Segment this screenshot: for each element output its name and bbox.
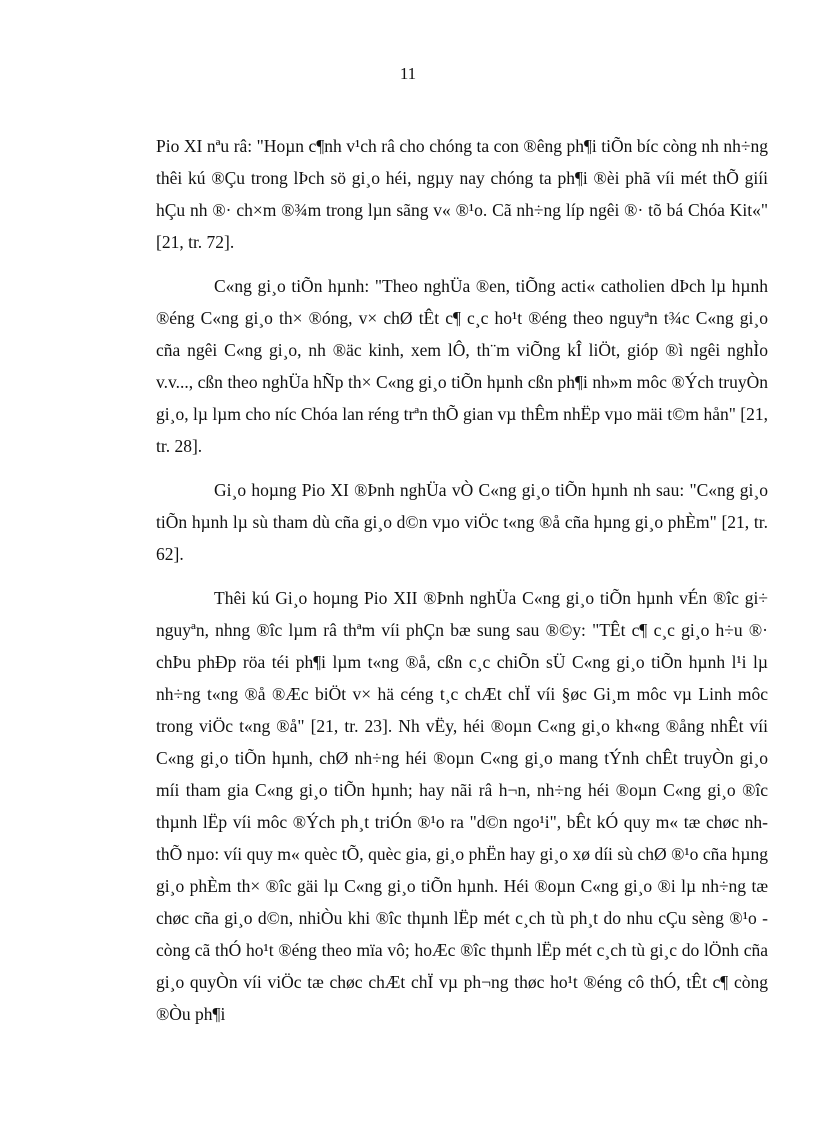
- paragraph-1: Pio XI nªu râ: "Hoµn c¶nh v¹ch râ cho chóng ta con ®êng ph¶i tiÕn bíc còng nh nh÷ng thêi kú ®Çu trong lÞch sö gi¸o héi, ngµy nay chóng ta ph¶i ®èi phã víi mét thÕ giíi hÇu nh ®· ch×m ®¾m trong lµn sãng v« ®¹o. Cã nh÷ng líp ngêi ®· tõ bá Chóa Kit«" [21, tr. 72].: [156, 136, 768, 252]
- paragraph-4: Thêi kú Gi¸o hoµng Pio XII ®Þnh nghÜa C«ng gi¸o tiÕn hµnh vÉn ®îc gi÷ nguyªn, nhng ®îc lµm râ thªm víi phÇn bæ sung sau ®©y: "TÊt c¶ c¸c gi¸o h÷u ®· chÞu phÐp röa téi ph¶i lµm t«ng ®å, cßn c¸c chiÕn sÜ C«ng gi¸o tiÕn hµnh l¹i lµ nh÷ng t«ng ®å ®Æc biÖt v× hä céng t¸c chÆt chÏ víi §øc Gi¸m môc vµ Linh môc trong viÖc t«ng ®å" [21, tr. 23]. Nh vËy, héi ®oµn C«ng gi¸o kh«ng ®ång nhÊt víi C«ng gi¸o tiÕn hµnh, chØ nh÷ng héi ®oµn C«ng gi¸o mang tÝnh chÊt truyÒn gi¸o míi tham gia C«ng gi¸o tiÕn hµnh; hay nãi râ h¬n, nh÷ng héi ®oµn C«ng gi¸o ®îc thµnh lËp víi môc ®Ých ph¸t triÓn ®¹o ra "d©n ngo¹i", bÊt kÓ quy m« tæ chøc nh thÕ nµo: víi quy m« quèc tÕ, quèc gia, gi¸o phËn hay gi¸o xø díi sù chØ ®¹o cña hµng gi¸o phÈm th× ®îc gäi lµ C«ng gi¸o tiÕn hµnh. Héi ®oµn C«ng gi¸o ®i lµ nh÷ng tæ chøc cña gi¸o d©n, nhiÒu khi ®îc thµnh lËp mét c¸ch tù ph¸t do nhu cÇu sèng ®¹o - còng cã thÓ ho¹t ®éng theo mïa vô; hoÆc ®îc thµnh lËp mét c¸ch tù gi¸c do lÖnh cña gi¸o quyÒn víi viÖc tæ chøc chÆt chÏ vµ ph¬ng thøc ho¹t ®éng cô thÓ, tÊt c¶ còng ®Òu ph¶i: [156, 588, 768, 1024]
- paragraph-2: C«ng gi¸o tiÕn hµnh: "Theo nghÜa ®en, tiÕng acti« catholien dÞch lµ hµnh ®éng C«ng gi¸o th× ®óng, v× chØ tÊt c¶ c¸c ho¹t ®éng theo nguyªn t¾c C«ng gi¸o cña ngêi C«ng gi¸o, nh ®äc kinh, xem lÔ, th¨m viÕng kÎ liÖt, gióp ®ì ngêi nghÌo v.v..., cßn theo nghÜa hÑp th× C«ng gi¸o tiÕn hµnh cßn ph¶i nh»m môc ®Ých truyÒn gi¸o, lµ lµm cho níc Chóa lan réng trªn thÕ gian vµ thÊm nhËp vµo mäi t©m hån" [21, tr. 28].: [156, 276, 768, 456]
- page-number: 11: [399, 64, 417, 83]
- document-body: [156, 130, 768, 1042]
- paragraph-3: Gi¸o hoµng Pio XI ®Þnh nghÜa vÒ C«ng gi¸o tiÕn hµnh nh sau: "C«ng gi¸o tiÕn hµnh lµ sù tham dù cña gi¸o d©n vµo viÖc t«ng ®å cña hµng gi¸o phÈm" [21, tr. 62].: [156, 480, 768, 564]
